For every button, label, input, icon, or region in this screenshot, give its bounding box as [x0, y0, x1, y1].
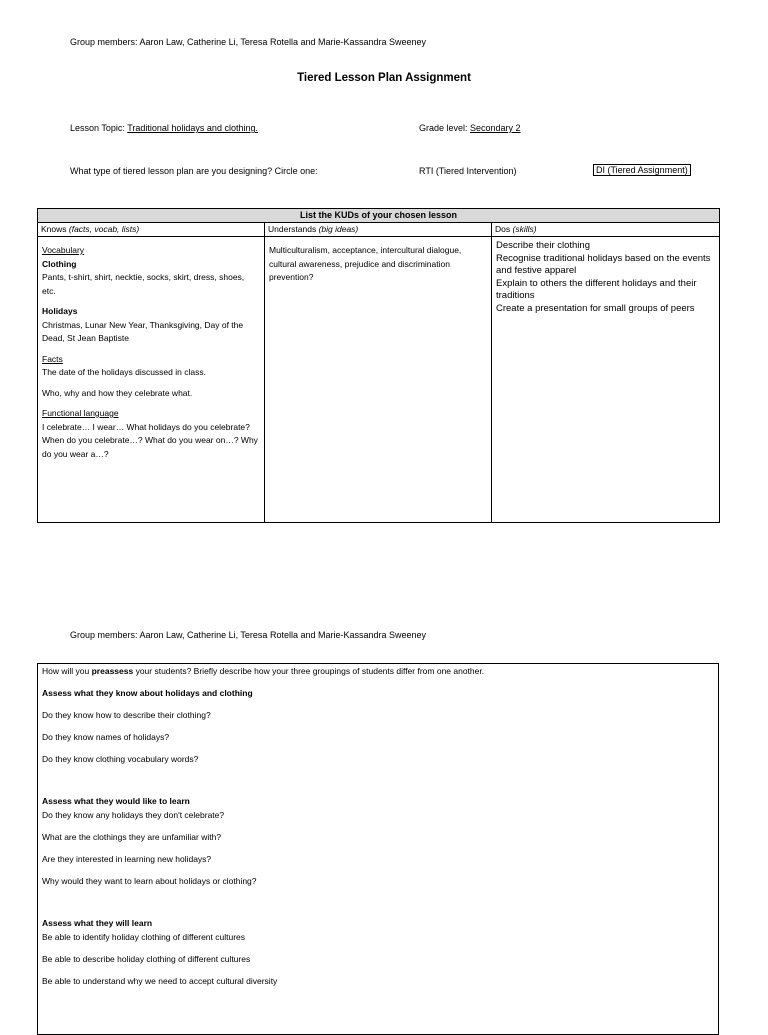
plan-type-question: What type of tiered lesson plan are you designing? Circle one:	[70, 166, 318, 176]
preassess-prompt: How will you preassess your students? Briefly describe how your three groupings of students differ from one another.	[42, 666, 485, 676]
section-heading: Assess what they would like to learn	[42, 796, 190, 806]
dos-header: Dos (skills)	[492, 223, 720, 237]
dos-cell	[492, 237, 720, 523]
page-title: Tiered Lesson Plan Assignment	[297, 72, 471, 84]
section-item: Do they know how to describe their clothing?	[42, 710, 211, 720]
facts-item: The date of the holidays discussed in class.	[42, 367, 206, 377]
option-di: DI (Tiered Assignment)	[593, 164, 691, 176]
section-item: Are they interested in learning new holidays?	[42, 854, 212, 864]
option-rti: RTI (Tiered Intervention)	[419, 166, 517, 176]
clothing-text: Pants, t-shirt, shirt, necktie, socks, skirt, dress, shoes, etc.	[42, 272, 245, 296]
facts-heading: Facts	[42, 353, 63, 364]
section-item: Do they know any holidays they don't celebrate?	[42, 810, 225, 820]
section-heading: Assess what they know about holidays and clothing	[42, 688, 253, 698]
facts-item: Who, why and how they celebrate what.	[42, 387, 193, 398]
understands-cell	[265, 237, 492, 523]
functional-language-heading: Functional language	[42, 408, 119, 418]
clothing-heading: Clothing	[42, 258, 77, 269]
section-item: Be able to identify holiday clothing of different cultures	[42, 932, 246, 942]
section-item: Why would they want to learn about holidays or clothing?	[42, 876, 257, 886]
section-item: Be able to describe holiday clothing of different cultures	[42, 954, 251, 964]
dos-item: Recognise traditional holidays based on the events and festive apparel	[496, 252, 711, 276]
grade-level-value: Secondary 2	[470, 123, 521, 133]
section-item: Do they know clothing vocabulary words?	[42, 754, 199, 764]
section-heading: Assess what they will learn	[42, 918, 153, 928]
knows-cell	[38, 237, 265, 523]
group-members-line-page2: Group members: Aaron Law, Catherine Li, Teresa Rotella and Marie-Kassandra Sweeney	[70, 630, 427, 640]
preassessment-box	[37, 663, 719, 1035]
vocab-heading: Vocabulary	[42, 245, 85, 255]
understands-header: Understands (big ideas)	[265, 223, 492, 237]
functional-language-text: I celebrate… I wear… What holidays do you celebrate? When do you celebrate…? What do you wear on…? Why do you wear a…?	[42, 421, 258, 459]
kud-table	[37, 208, 720, 523]
group-members-line: Group members: Aaron Law, Catherine Li, Teresa Rotella and Marie-Kassandra Sweeney	[70, 37, 427, 47]
holidays-heading: Holidays	[42, 306, 78, 316]
lesson-topic-value: Traditional holidays and clothing.	[127, 123, 258, 133]
lesson-topic-label: Lesson Topic:	[70, 123, 128, 133]
lesson-topic	[70, 122, 258, 134]
understands-text: Multiculturalism, acceptance, intercultural dialogue, cultural awareness, prejudice and discrimination prevention?	[269, 245, 462, 282]
dos-item: Describe their clothing	[496, 240, 590, 251]
section-item: Be able to understand why we need to accept cultural diversity	[42, 976, 278, 986]
dos-item: Explain to others the different holidays and their traditions	[496, 277, 697, 301]
section-item: Do they know names of holidays?	[42, 732, 170, 742]
holidays-text: Christmas, Lunar New Year, Thanksgiving, Day of the Dead, St Jean Baptiste	[42, 319, 244, 343]
option-di-circled	[593, 164, 691, 176]
knows-header: Knows (facts, vocab, lists)	[38, 223, 265, 237]
kud-table-heading: List the KUDs of your chosen lesson	[38, 209, 720, 223]
grade-level-label: Grade level:	[419, 123, 471, 133]
grade-level	[419, 122, 521, 134]
section-item: What are the clothings they are unfamiliar with?	[42, 832, 222, 842]
dos-item: Create a presentation for small groups of peers	[496, 302, 695, 314]
